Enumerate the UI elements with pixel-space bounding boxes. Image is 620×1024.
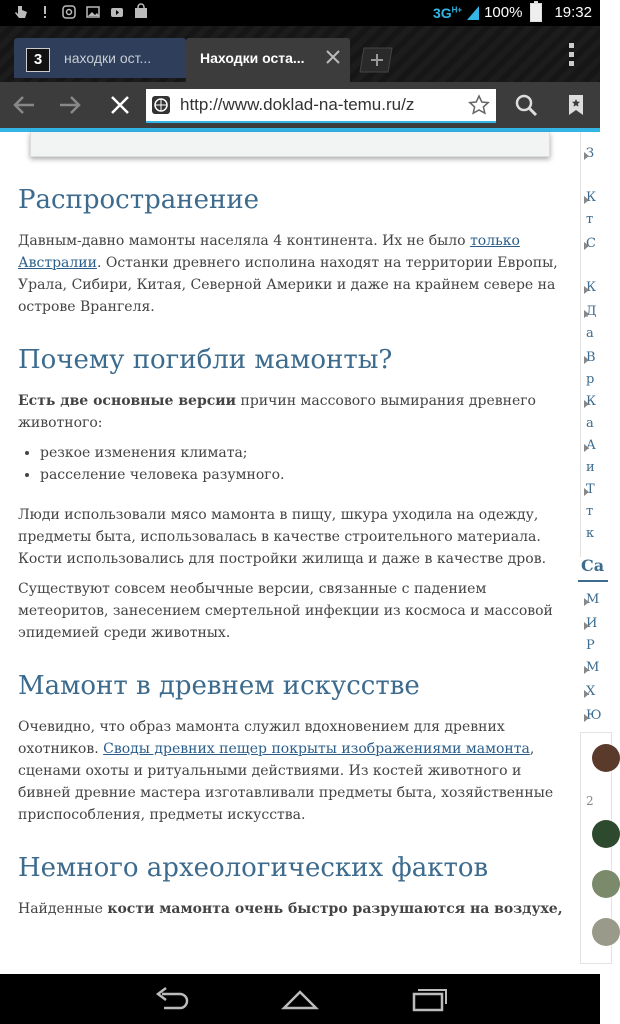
list-item: • резкое изменения климата;	[40, 442, 558, 464]
url-toolbar	[0, 82, 600, 128]
article-body	[18, 184, 563, 928]
chevron-right-icon	[584, 444, 589, 452]
network-type: $3G^{H+}$	[432, 4, 463, 21]
signal-icon	[466, 5, 480, 21]
sidebar-heading-underline	[578, 580, 608, 582]
sidebar-divider	[580, 132, 581, 557]
chevron-right-icon	[584, 310, 589, 318]
sidebar-link[interactable]: М	[586, 660, 600, 675]
right-sidebar	[578, 132, 608, 974]
status-bar	[0, 0, 600, 26]
sidebar-link[interactable]: и	[586, 460, 595, 475]
chevron-right-icon	[584, 714, 589, 722]
avatar[interactable]	[592, 820, 620, 848]
site-favicon-icon: 3	[26, 48, 50, 72]
cave-paintings-link[interactable]: Своды древних пещер покрыты изображениями мамонта	[103, 741, 530, 757]
sidebar-link[interactable]: Ю	[586, 708, 602, 723]
chevron-right-icon	[584, 242, 589, 250]
section-heading: Почему погибли мамонты?	[18, 345, 393, 375]
comment-date: 2	[586, 794, 594, 808]
list-item: • расселение человека разумного.	[40, 464, 558, 486]
chevron-right-icon	[584, 356, 589, 364]
clock: 19:32	[554, 4, 592, 21]
paragraph: Найденные кости мамонта очень быстро разрушаются на воздухе,	[18, 901, 563, 917]
australia-link[interactable]: только Австралии	[18, 233, 520, 271]
bullet-list	[18, 442, 558, 486]
sidebar-link[interactable]: т	[586, 504, 594, 519]
sidebar-link[interactable]: С	[586, 236, 596, 251]
section-heading: Мамонт в древнем искусстве	[18, 671, 420, 701]
avatar[interactable]	[592, 744, 620, 772]
shopping-notification-icon	[134, 4, 148, 20]
tab-bar	[0, 26, 600, 82]
sidebar-link[interactable]: К	[586, 394, 597, 409]
system-navigation-bar	[0, 974, 600, 1024]
section-heading: Немного археологических фактов	[18, 853, 489, 883]
chevron-right-icon	[584, 598, 589, 606]
instagram-notification-icon	[62, 4, 76, 20]
sidebar-link[interactable]: а	[586, 326, 594, 341]
hand-notification-icon	[14, 4, 28, 20]
recent-apps-icon[interactable]	[408, 986, 448, 1012]
sidebar-link[interactable]: а	[586, 416, 594, 431]
sidebar-link[interactable]: В	[586, 350, 596, 365]
sidebar-link[interactable]: К	[586, 280, 597, 295]
paragraph: Давным-давно мамонты населяла 4 континента. Их не было только Австралии. Останки древнего исполина находят на территории Европы, Урала, Сибири, Китая, Северной Америки и даже на крайнем севере на острове Врангеля.	[18, 233, 558, 315]
tab-label: Находки оста...	[200, 50, 305, 66]
chevron-right-icon	[584, 622, 589, 630]
tab-active[interactable]	[186, 38, 350, 82]
sidebar-link[interactable]: И	[586, 616, 598, 631]
chevron-right-icon	[584, 400, 589, 408]
tab-label: находки ост...	[64, 50, 152, 66]
bookmarks-icon[interactable]	[564, 93, 588, 117]
paragraph: Существуют совсем необычные версии, связанные с падением метеоритов, занесением смертельной инфекции из космоса и массовой эпидемией среди животных.	[18, 581, 553, 641]
close-tab-icon[interactable]	[324, 48, 342, 66]
sidebar-link[interactable]: Х	[586, 684, 596, 699]
globe-icon	[152, 96, 170, 114]
chevron-right-icon	[584, 690, 589, 698]
sidebar-link[interactable]: р	[586, 372, 595, 387]
gallery-notification-icon	[86, 4, 100, 20]
sidebar-link[interactable]: к	[586, 526, 595, 541]
avatar[interactable]	[592, 918, 620, 946]
alert-notification-icon	[38, 4, 52, 20]
article-image	[30, 132, 550, 157]
web-page	[0, 132, 605, 974]
address-field[interactable]	[146, 89, 496, 123]
paragraph: Очевидно, что образ мамонта служил вдохновением для древних охотников. Своды древних пещер покрыты изображениями мамонта, сценами охоты и ритуальными действиями. Из костей животного и бивней древние мастера изготавливали предметы быта, хозяйственные приспособления, предметы искусства.	[18, 719, 554, 823]
sidebar-link[interactable]: К	[586, 190, 597, 205]
stop-loading-icon[interactable]	[108, 93, 132, 117]
overflow-menu-icon[interactable]	[568, 42, 576, 68]
home-nav-icon[interactable]	[280, 986, 320, 1012]
sidebar-link[interactable]: т	[586, 212, 594, 227]
sidebar-link[interactable]: М	[586, 592, 600, 607]
sidebar-link[interactable]: Р	[586, 638, 595, 653]
tab-inactive[interactable]	[14, 38, 186, 78]
sidebar-link[interactable]: З	[586, 146, 595, 161]
sidebar-link[interactable]: Д	[586, 304, 597, 319]
battery-icon	[530, 3, 542, 22]
back-arrow-icon[interactable]	[12, 93, 36, 117]
chevron-right-icon	[584, 488, 589, 496]
back-nav-icon[interactable]	[152, 986, 192, 1012]
section-heading: Распространение	[18, 185, 260, 215]
youtube-notification-icon	[110, 4, 124, 20]
sidebar-link[interactable]: Т	[586, 482, 595, 497]
chevron-right-icon	[584, 286, 589, 294]
avatar[interactable]	[592, 870, 620, 898]
new-tab-icon[interactable]	[360, 46, 396, 74]
paragraph: Есть две основные версии причин массового вымирания древнего животного:	[18, 393, 536, 431]
chevron-right-icon	[584, 152, 589, 160]
chevron-right-icon	[584, 196, 589, 204]
sidebar-heading: Са	[581, 556, 605, 575]
url-text: http://www.doklad-na-temu.ru/z	[180, 95, 415, 114]
forward-arrow-icon[interactable]	[58, 93, 82, 117]
sidebar-link[interactable]: А	[586, 438, 596, 453]
bookmark-star-icon[interactable]	[468, 94, 490, 116]
chevron-right-icon	[584, 666, 589, 674]
battery-percent: 100%	[484, 4, 523, 21]
search-icon[interactable]	[514, 93, 538, 117]
paragraph: Люди использовали мясо мамонта в пищу, шкура уходила на одежду, предметы быта, использовалась в качестве строительного материала. Кости использовались для постройки жилища и даже в качестве дров.	[18, 507, 547, 567]
